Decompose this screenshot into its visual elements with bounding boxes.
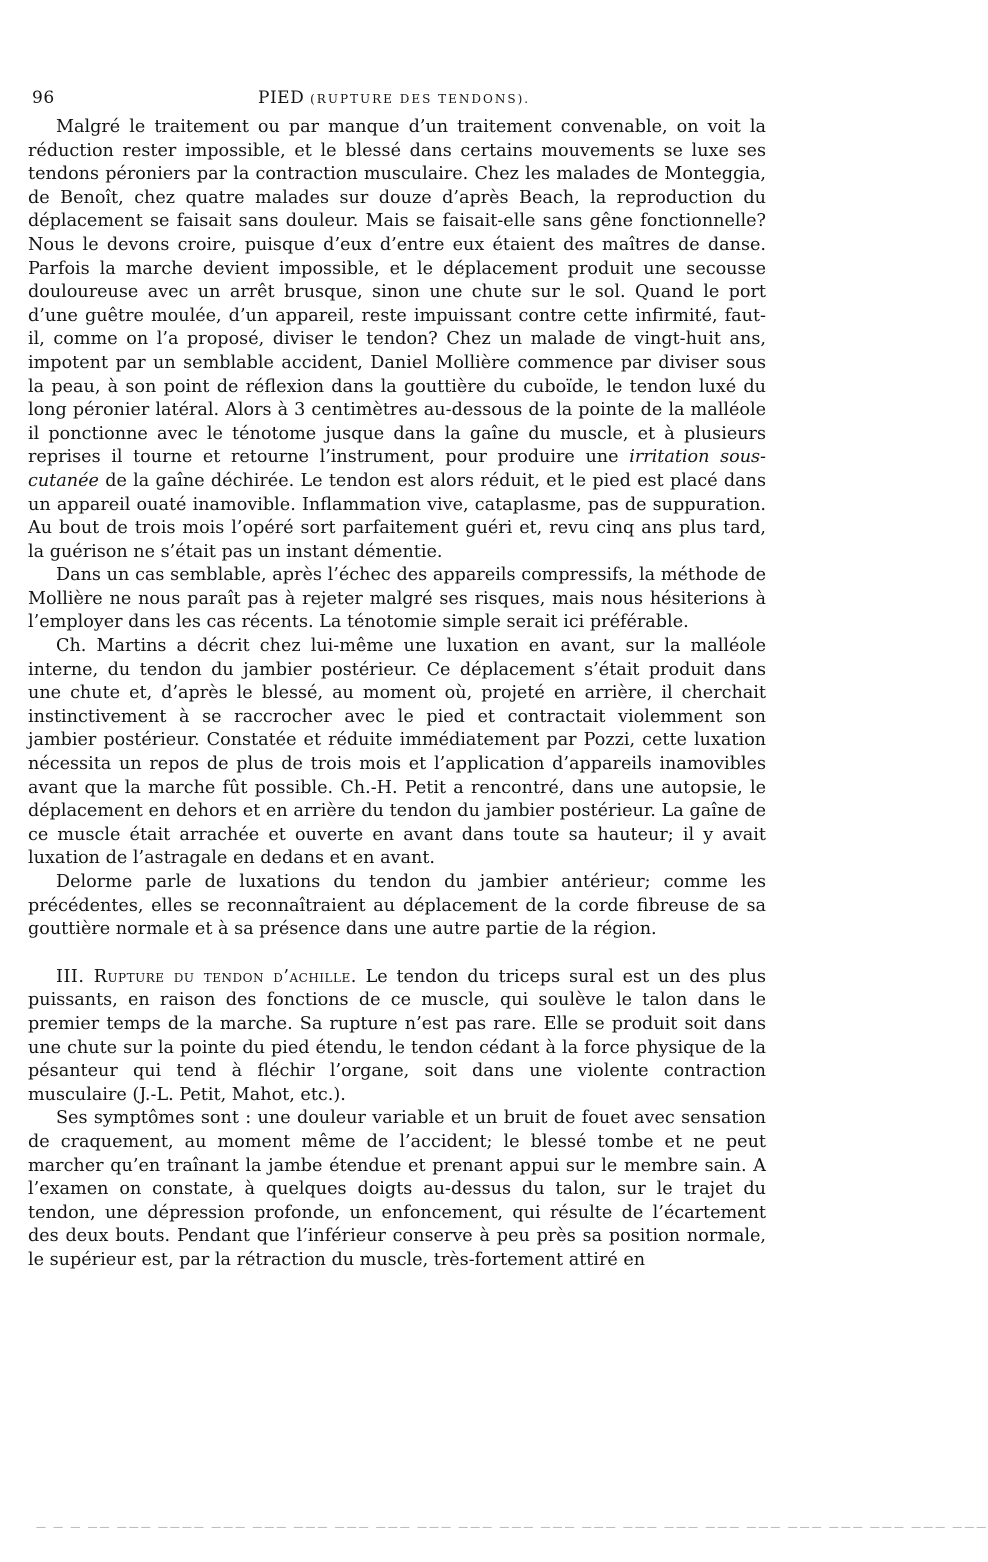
italic-phrase: irritation sous-cutanée	[28, 447, 766, 491]
bottom-scan-artifact: — — — —— ——— ———— ——— ——— ——— ——— ——— ——— ——— ——— ——— ——— ——— ——— ——— ——— ——— ——— ——— ——— ———	[36, 1522, 988, 1533]
paragraph-1	[28, 116, 766, 564]
paragraph-5-text: Le tendon du triceps sural est un des plus puissants, en raison des fonctions de ce muscle, qui soulève le talon dans le premier temps de la marche. Sa rupture n’est pas rare. Elle se produit soit dans une chute sur la pointe du pied étendu, le tendon cédant à la force physique de la pésanteur qui tend à fléchir l’organe, soit dans une violente contraction musculaire (J.-L. Petit, Mahot, etc.).	[28, 966, 766, 1105]
book-page	[28, 86, 766, 1273]
paragraph-4: Delorme parle de luxations du tendon du jambier antérieur; comme les précédentes, elles se reconnaîtraient au déplacement de la corde fibreuse de sa gouttière normale et à sa présence dans une autre partie de la région.	[28, 872, 766, 940]
running-title-sub: (RUPTURE DES TENDONS).	[310, 92, 531, 106]
running-header	[28, 86, 766, 116]
section-heading: III. Rupture du tendon d’achille.	[56, 966, 357, 987]
paragraph-6: Ses symptômes sont : une douleur variable et un bruit de fouet avec sensation de craquement, au moment même de l’accident; le blessé tombe et ne peut marcher qu’en traînant la jambe étendue et prenant appui sur le membre sain. A l’examen on constate, à quelques doigts au-dessus du talon, sur le trajet du tendon, une dépression profonde, un enfoncement, qui résulte de l’écartement des deux bouts. Pendant que l’inférieur conserve à peu près sa position normale, le supérieur est, par la rétraction du muscle, très-fortement attiré en	[28, 1108, 766, 1270]
running-title-main: PIED	[258, 88, 305, 108]
page-number: 96	[32, 88, 55, 108]
paragraph-1-text: Malgré le traitement ou par manque d’un traitement convenable, on voit la réduction rester impossible, et le blessé dans certains mouvements se luxe ses tendons péroniers par la contraction musculaire. Chez les malades de Monteggia, de Benoît, chez quatre malades sur douze d’après Beach, la reproduction du déplacement se faisait sans douleur. Mais se faisait-elle sans gêne fonctionnelle? Nous le devons croire, puisque d’eux d’entre eux étaient des maîtres de danse. Parfois la marche devient impossible, et le déplacement produit une secousse douloureuse avec un arrêt brusque, sinon une chute sur le sol. Quand le port d’une guêtre moulée, d’un appareil, reste impuissant contre cette infirmité, faut-il, comme on l’a proposé, diviser le tendon? Chez un malade de vingt-huit ans, impotent par un semblable accident, Daniel Mollière commence par diviser sous la peau, à son point de réflexion dans la gouttière du cuboïde, le tendon luxé du long péronier latéral. Alors à 3 centimètres au-dessous de la pointe de la malléole il ponctionne avec le ténotome jusque dans la gaîne du muscle, et à plusieurs reprises il tourne et retourne l’instrument, pour produire une	[28, 117, 766, 468]
running-title	[258, 88, 530, 108]
paragraph-3: Ch. Martins a décrit chez lui-même une luxation en avant, sur la malléole interne, du tendon du jambier postérieur. Ce déplacement s’était produit dans une chute et, d’après le blessé, au moment où, projeté en arrière, il cherchait instinctivement à se raccrocher avec le pied et contractait violemment son jambier postérieur. Constatée et réduite immédiatement par Pozzi, cette luxation nécessita un repos de plus de trois mois et l’application d’appareils inamovibles avant que la marche fût possible. Ch.-H. Petit a rencontré, dans une autopsie, le déplacement en dehors et en arrière du tendon du jambier postérieur. La gaîne de ce muscle était arrachée et ouverte en avant dans toute sa hauteur; il y avait luxation de l’astragale en dedans et en avant.	[28, 636, 766, 869]
paragraph-1-end: de la gaîne déchirée. Le tendon est alors réduit, et le pied est placé dans un appareil ouaté inamovible. Inflammation vive, cataplasme, pas de suppuration. Au bout de trois mois l’opéré sort parfaitement guéri et, revu cinq ans plus tard, la guérison ne s’était pas un instant démentie.	[28, 470, 766, 562]
paragraph-2: Dans un cas semblable, après l’échec des appareils compressifs, la méthode de Mollière ne nous paraît pas à rejeter malgré ses risques, mais nous hésiterions à l’employer dans les cas récents. La ténotomie simple serait ici préférable.	[28, 565, 766, 633]
paragraph-5	[28, 966, 766, 1108]
body-text	[28, 116, 766, 1273]
